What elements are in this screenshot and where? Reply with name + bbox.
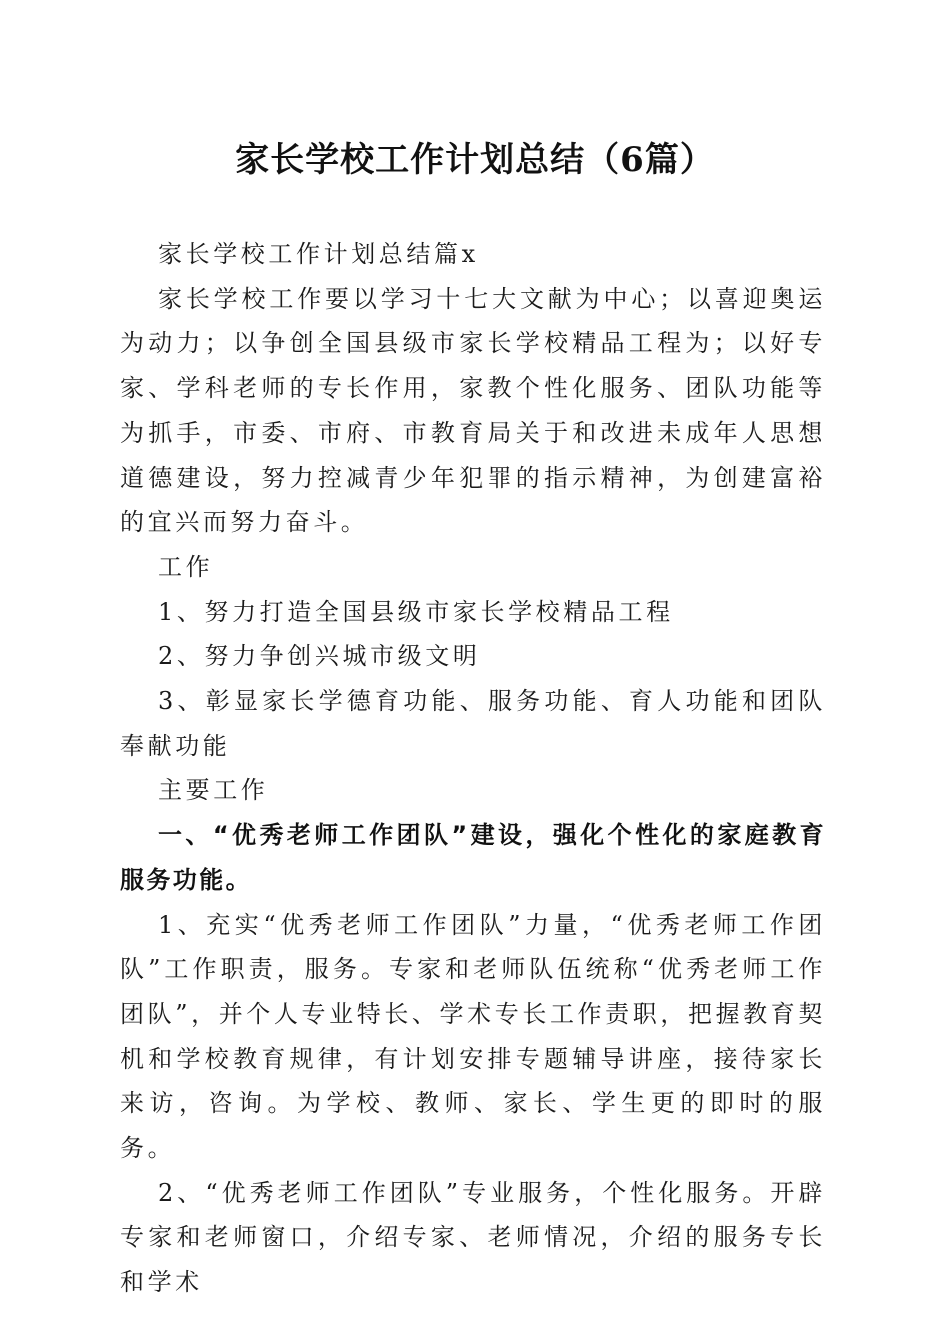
section-subtitle: 家长学校工作计划总结篇x: [158, 240, 479, 268]
list-item-1: 1、努力打造全国县级市家长学校精品工程: [158, 597, 674, 626]
paragraph-intro: 家长学校工作要以学习十七大文献为中心；以喜迎奥运为动力；以争创全国县级市家长学校精品工程为；以好专家、学科老师的专长作用，家教个性化服务、团队功能等为抓手，市委、市府、市教育局关于和改进未成年人思想道德建设，努力控减青少年犯罪的指示精神，为创建富裕的宜兴而努力奋斗。: [120, 284, 826, 537]
list-item-3: 3、彰显家长学德育功能、服务功能、育人功能和团队奉献功能: [120, 687, 826, 760]
list-item-2: 2、努力争创兴城市级文明: [158, 642, 481, 671]
paragraph-item-1: 1、充实“优秀老师工作团队”力量，“优秀老师工作团队”工作职责，服务。专家和老师队伍统称“优秀老师工作团队”，并个人专业特长、学术专长工作责职，把握教育契机和学校教育规律，有计划安排专题辅导讲座，接待家长来访，咨询。为学校、教师、家长、学生更的即时的服务。: [120, 910, 826, 1163]
document-body: [120, 232, 826, 1305]
paragraph-item-2: 2、“优秀老师工作团队”专业服务，个性化服务。开辟专家和老师窗口，介绍专家、老师情况，介绍的服务专长和学术: [120, 1178, 826, 1297]
document-title: 家长学校工作计划总结（6篇）: [235, 140, 715, 180]
section-heading-1: 一、“优秀老师工作团队”建设，强化个性化的家庭教育服务功能。: [120, 821, 826, 894]
heading-work: 工作: [158, 552, 214, 581]
heading-main-work: 主要工作: [158, 776, 269, 805]
